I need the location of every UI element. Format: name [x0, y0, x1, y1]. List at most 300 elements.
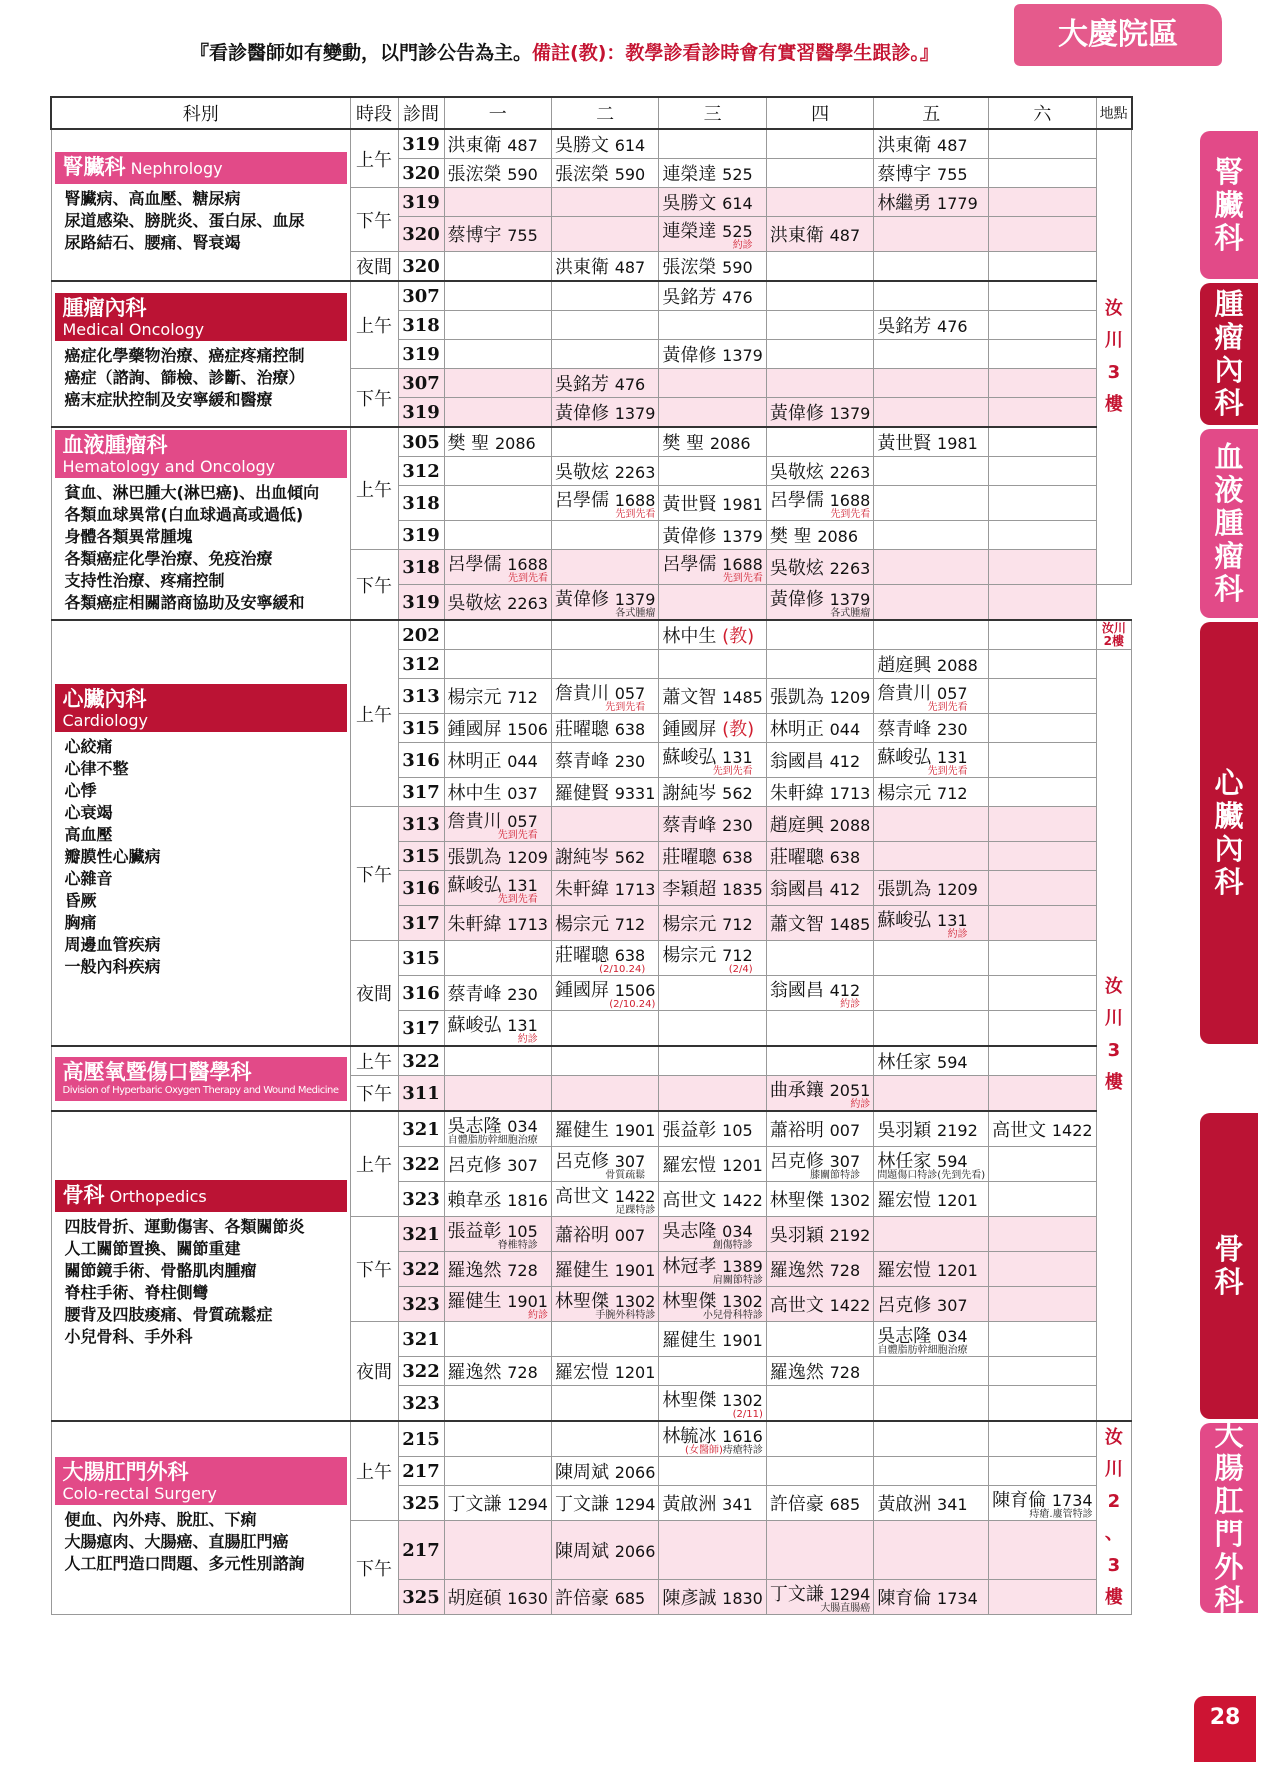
doctor-entry [662, 1490, 752, 1516]
doctor-cell [551, 807, 658, 842]
table-row [51, 1111, 1132, 1147]
doctor-name: 林中生 (教) [662, 626, 755, 647]
doctor-note: 先到先看 [712, 766, 753, 777]
doctor-code: 034 [937, 1327, 968, 1346]
doctor-cell [989, 941, 1096, 976]
room-cell: 322 [398, 1357, 444, 1386]
doctor-cell [551, 1486, 658, 1521]
doctor-entry [992, 1486, 1092, 1520]
doctor-cell [989, 521, 1096, 550]
doctor-name: 莊曜聰 638 [554, 945, 646, 966]
doctor-code: 1201 [722, 1156, 763, 1175]
doctor-name: 張凱為 1209 [769, 687, 871, 708]
doctor-code: 341 [722, 1495, 753, 1514]
description-line: 各類癌症化學治療、免疫治療 [64, 548, 273, 568]
doctor-code: 1713 [829, 784, 871, 803]
doctor-name: 陳育倫 1734 [877, 1588, 978, 1609]
doctor-cell [874, 620, 989, 650]
side-tab-char: 腸 [1214, 1450, 1244, 1485]
doctor-cell [444, 906, 551, 941]
doctor-entry [877, 1048, 967, 1074]
doctor-cell [989, 1287, 1096, 1322]
description-line: 人工關節置換、關節重建 [64, 1239, 241, 1258]
doctor-entry [448, 715, 548, 741]
doctor-code: 1422 [1051, 1121, 1093, 1140]
doctor-name: 丁文謙 1294 [554, 1494, 656, 1515]
doctor-name: 朱軒緯 1713 [554, 879, 656, 900]
doctor-cell [659, 743, 766, 778]
doctor-entry [662, 875, 762, 901]
doctor-cell [444, 807, 551, 842]
doctor-cell [874, 1457, 989, 1486]
doctor-cell [551, 457, 658, 486]
room-cell: 325 [398, 1486, 444, 1521]
doctor-entry [555, 1256, 655, 1282]
doctor-name: 羅宏愷 1201 [662, 1155, 763, 1176]
doctor-cell [444, 217, 551, 252]
doctor-name: 詹貴川 057 [554, 683, 646, 704]
doctor-code: 728 [829, 1363, 861, 1382]
room-cell: 321 [398, 1111, 444, 1147]
doctor-code: 614 [722, 194, 753, 213]
doctor-cell [551, 679, 658, 714]
doctor-cell [766, 620, 873, 650]
doctor-entry [555, 1490, 655, 1516]
description-line: 腰背及四肢痠痛、骨質疏鬆症 [64, 1305, 273, 1324]
doctor-cell [659, 1046, 766, 1076]
header-cell: 四 [766, 97, 873, 129]
doctor-name: 呂克修 307 [554, 1151, 646, 1172]
doctor-cell [659, 281, 766, 311]
doctor-entry [555, 253, 645, 279]
doctor-cell [444, 1147, 551, 1182]
doctor-cell [766, 188, 873, 217]
doctor-cell [659, 650, 766, 679]
doctor-note: 骨質疏鬆 [605, 1170, 646, 1181]
doctor-code: 2066 [614, 1542, 656, 1561]
shift-cell: 夜間 [350, 1322, 398, 1422]
doctor-note: (2/4) [728, 964, 753, 975]
doctor-note: 約診 [947, 929, 968, 940]
doctor-entry [448, 1287, 548, 1321]
doctor-code: 1616 [722, 1427, 763, 1446]
doctor-code: 1506 [507, 720, 548, 739]
side-tab [1200, 1417, 1258, 1617]
department-name: 大腸肛門外科 [62, 1460, 189, 1484]
doctor-code: 1734 [937, 1589, 978, 1608]
doctor-name: 蔡青峰 230 [447, 984, 538, 1005]
doctor-entry [877, 189, 977, 215]
room-cell: 317 [398, 1011, 444, 1047]
doctor-entry [555, 1358, 655, 1384]
doctor-cell [766, 1580, 873, 1615]
doctor-cell [989, 159, 1096, 188]
doctor-entry [555, 486, 655, 520]
doctor-entry [448, 683, 538, 709]
doctor-cell [659, 398, 766, 428]
doctor-code: 1835 [722, 880, 763, 899]
doctor-cell [551, 650, 658, 679]
doctor-cell [766, 369, 873, 398]
doctor-entry [448, 1186, 548, 1212]
doctor-entry [770, 875, 860, 901]
doctor-note: 膝關節特診 [810, 1170, 861, 1181]
doctor-entry [877, 779, 967, 805]
doctor-entry [448, 1358, 538, 1384]
doctor-name: 吳羽穎 2192 [877, 1120, 978, 1141]
doctor-code: 1294 [829, 1585, 871, 1604]
location-char: 汝 [1104, 976, 1123, 997]
location-char: 汝 [1104, 1427, 1123, 1448]
department-cell [51, 1111, 350, 1421]
doctor-code: 487 [937, 136, 968, 155]
doctor-cell [551, 398, 658, 428]
doctor-cell [444, 679, 551, 714]
doctor-code: 728 [507, 1261, 538, 1280]
location-char: 樓 [1104, 1072, 1123, 1093]
doctor-cell [874, 1521, 989, 1580]
doctor-name: 蔡博宇 755 [877, 164, 968, 185]
doctor-cell [444, 427, 551, 457]
doctor-cell [444, 1486, 551, 1521]
doctor-cell [874, 743, 989, 778]
room-cell: 307 [398, 369, 444, 398]
doctor-name: 陳周斌 2066 [554, 1541, 656, 1562]
doctor-entry [770, 1186, 870, 1212]
doctor-cell [551, 311, 658, 340]
side-tab-char: 內 [1214, 832, 1244, 866]
doctor-code: 755 [507, 226, 538, 245]
doctor-cell [659, 217, 766, 252]
doctor-cell [551, 1521, 658, 1580]
department-cell [51, 1046, 350, 1111]
doctor-cell [444, 1580, 551, 1615]
description-line: 腎臟病、高血壓、糖尿病 [64, 189, 241, 208]
doctor-code: 590 [614, 165, 646, 184]
doctor-cell [766, 1357, 873, 1386]
room-cell: 305 [398, 427, 444, 457]
doctor-entry [662, 1287, 762, 1321]
doctor-cell [874, 340, 989, 369]
doctor-cell [766, 1011, 873, 1047]
doctor-code: 1389 [722, 1257, 763, 1276]
side-tab [1200, 131, 1258, 279]
doctor-name: 黃偉修 1379 [554, 589, 656, 610]
doctor-code: 007 [614, 1226, 646, 1245]
doctor-cell [659, 1580, 766, 1615]
doctor-code: 1779 [937, 194, 978, 213]
doctor-code: 1302 [829, 1191, 871, 1210]
doctor-name: 林任家 594 [877, 1052, 968, 1073]
doctor-cell [444, 1076, 551, 1112]
doctor-cell [989, 1252, 1096, 1287]
doctor-name: 蘇峻弘 131 [447, 1015, 538, 1036]
doctor-code: 1379 [829, 590, 871, 609]
doctor-entry [448, 843, 548, 869]
description-line: 心雜音 [64, 869, 113, 888]
doctor-code: 2086 [817, 527, 859, 546]
doctor-name: 黃啟洲 341 [877, 1494, 968, 1515]
doctor-name: 蘇峻弘 131 [447, 875, 538, 896]
doctor-entry [448, 589, 548, 615]
description-line: 心悸 [64, 781, 97, 800]
doctor-entry [877, 160, 967, 186]
doctor-code: 1713 [507, 915, 548, 934]
shift-cell: 上午 [350, 620, 398, 807]
doctor-code: 614 [614, 136, 646, 155]
doctor-cell [766, 941, 873, 976]
header-cell: 時段 [350, 97, 398, 129]
doctor-cell [659, 1521, 766, 1580]
doctor-name: 吳志隆 034 [447, 1116, 538, 1137]
doctor-name: 鍾國屏 1506 [447, 719, 548, 740]
room-cell: 217 [398, 1457, 444, 1486]
side-tab-char: 瘤 [1214, 539, 1244, 573]
doctor-entry [555, 715, 645, 741]
doctor-cell [766, 398, 873, 428]
doctor-entry [555, 1584, 645, 1610]
doctor-cell [766, 1521, 873, 1580]
doctor-cell [659, 842, 766, 871]
table-row [51, 620, 1132, 650]
doctor-name: 洪東衛 487 [554, 257, 646, 278]
doctor-cell [659, 1421, 766, 1457]
side-tab [1200, 429, 1258, 618]
doctor-name: 洪東衛 487 [877, 135, 968, 156]
doctor-cell [874, 457, 989, 486]
shift-cell: 下午 [350, 550, 398, 621]
doctor-cell [444, 620, 551, 650]
room-cell: 319 [398, 129, 444, 159]
doctor-name: 蕭文智 1485 [662, 687, 763, 708]
doctor-name: 朱軒緯 1713 [769, 783, 871, 804]
doctor-cell [989, 1580, 1096, 1615]
doctor-name: 陳育倫 1734 [992, 1490, 1093, 1511]
doctor-cell [766, 340, 873, 369]
doctor-cell [989, 129, 1096, 159]
doctor-code: 1816 [507, 1191, 548, 1210]
doctor-name: 莊曜聰 638 [769, 847, 861, 868]
doctor-name: 蕭裕明 007 [554, 1225, 646, 1246]
doctor-code: 412 [829, 981, 861, 1000]
doctor-cell [659, 457, 766, 486]
room-cell: 320 [398, 217, 444, 252]
shift-cell: 上午 [350, 281, 398, 369]
doctor-entry [662, 341, 762, 367]
doctor-cell [989, 340, 1096, 369]
doctor-code: 1294 [614, 1495, 656, 1514]
shift-cell: 上午 [350, 1111, 398, 1217]
doctor-name: 呂克修 307 [769, 1151, 861, 1172]
doctor-entry [555, 976, 655, 1010]
doctor-name: 蘇峻弘 131 [877, 910, 968, 931]
doctor-code: 131 [507, 876, 538, 895]
doctor-cell [766, 1457, 873, 1486]
doctor-cell [989, 1147, 1096, 1182]
doctor-entry [555, 779, 655, 805]
doctor-cell [444, 369, 551, 398]
header-cell: 二 [551, 97, 658, 129]
doctor-cell [444, 550, 551, 585]
doctor-entry [448, 1112, 538, 1146]
doctor-code: 044 [507, 752, 538, 771]
room-cell: 316 [398, 871, 444, 906]
doctor-cell [659, 311, 766, 340]
description-line: 心律不整 [64, 759, 129, 778]
location-char: 川 [1104, 330, 1123, 351]
doctor-cell [659, 340, 766, 369]
campus-badge: 大慶院區 [1014, 4, 1222, 66]
department-name: 血液腫瘤科 [62, 432, 168, 457]
doctor-cell [874, 1011, 989, 1047]
clinic-schedule-table [50, 96, 1133, 1615]
doctor-name: 陳周斌 2066 [554, 1462, 656, 1483]
doctor-name: 羅健生 1901 [662, 1330, 763, 1351]
description-line: 各類血球異常(白血球過高或過低) [64, 504, 304, 524]
side-tab-char: 科 [1214, 1582, 1244, 1617]
side-tab-char: 科 [1214, 865, 1244, 899]
doctor-cell [659, 1386, 766, 1422]
description-line: 尿路結石、腰痛、腎衰竭 [64, 233, 241, 252]
doctor-code: 1630 [507, 1589, 548, 1608]
doctor-code: 1901 [722, 1331, 763, 1350]
doctor-code: 1901 [614, 1121, 656, 1140]
department-name-en: Cardiology [62, 711, 149, 730]
doctor-cell [551, 1182, 658, 1217]
doctor-name: 楊宗元 712 [662, 914, 753, 935]
doctor-note: 先到先看 [615, 509, 656, 520]
description-line: 周邊血管疾病 [64, 935, 161, 954]
header-cell: 三 [659, 97, 766, 129]
doctor-entry [448, 1011, 538, 1045]
doctor-note: 痔瘡.廔管特診 [1029, 1509, 1093, 1520]
doctor-note: 創傷特診 [712, 1240, 753, 1251]
doctor-cell [989, 842, 1096, 871]
doctor-cell [766, 159, 873, 188]
doctor-cell [874, 1322, 989, 1357]
description-line: 昏厥 [64, 891, 97, 910]
doctor-entry [662, 910, 752, 936]
doctor-cell [551, 129, 658, 159]
doctor-cell [989, 714, 1096, 743]
doctor-code: 1713 [614, 880, 656, 899]
location-cell [1096, 650, 1132, 1422]
doctor-name: 林聖傑 1302 [662, 1390, 763, 1411]
room-cell: 313 [398, 679, 444, 714]
doctor-entry [877, 875, 977, 901]
doctor-entry [770, 1580, 870, 1614]
room-cell: 321 [398, 1322, 444, 1357]
doctor-cell [766, 714, 873, 743]
table-row [51, 1046, 1132, 1076]
doctor-entry [662, 1116, 752, 1142]
doctor-name: 陳彥誠 1830 [662, 1588, 763, 1609]
doctor-entry [877, 429, 977, 455]
doctor-code: 131 [937, 911, 968, 930]
shift-cell: 下午 [350, 807, 398, 941]
doctor-cell [444, 486, 551, 521]
doctor-entry [770, 910, 870, 936]
doctor-cell [444, 340, 551, 369]
doctor-name: 吳勝文 614 [662, 193, 753, 214]
doctor-code: 057 [507, 812, 538, 831]
doctor-name: 丁文謙 1294 [769, 1584, 871, 1605]
doctor-entry [770, 1221, 870, 1247]
doctor-name: 黃偉修 1379 [769, 403, 871, 424]
doctor-code: 1422 [722, 1191, 763, 1210]
doctor-name: 洪東衛 487 [447, 135, 538, 156]
doctor-name: 趙庭興 2088 [769, 815, 871, 836]
doctor-name: 許倍豪 685 [554, 1588, 646, 1609]
doctor-name: 蔡青峰 230 [662, 815, 753, 836]
room-cell: 202 [398, 620, 444, 650]
doctor-code: 2086 [709, 434, 751, 453]
doctor-name: 趙庭興 2088 [877, 655, 978, 676]
shift-cell: 下午 [350, 1076, 398, 1112]
side-tab-char: 骨 [1214, 1232, 1244, 1266]
doctor-entry [877, 1186, 977, 1212]
doctor-entry [770, 1147, 860, 1181]
doctor-name: 樊 聖 2086 [447, 433, 536, 454]
department-name-en: Orthopedics [104, 1187, 207, 1206]
doctor-entry [662, 429, 750, 455]
doctor-cell [551, 906, 658, 941]
doctor-cell [874, 1182, 989, 1217]
doctor-cell [551, 1580, 658, 1615]
location-char: 3 [1107, 1040, 1121, 1061]
doctor-cell [766, 1287, 873, 1322]
doctor-entry [555, 131, 645, 157]
doctor-entry [662, 1252, 762, 1286]
side-tab-char: 科 [1214, 220, 1244, 255]
doctor-cell [989, 252, 1096, 282]
doctor-code: 1379 [722, 346, 763, 365]
teaching-tag: (教) [722, 626, 755, 647]
doctor-cell [989, 1046, 1096, 1076]
doctor-code: 685 [829, 1495, 861, 1514]
doctor-cell [766, 486, 873, 521]
doctor-cell [766, 1486, 873, 1521]
doctor-cell [766, 217, 873, 252]
doctor-name: 吳羽穎 2192 [769, 1225, 871, 1246]
table-row [51, 129, 1132, 159]
doctor-code: 2263 [507, 594, 548, 613]
doctor-cell [659, 1011, 766, 1047]
description-line: 尿道感染、膀胱炎、蛋白尿、血尿 [64, 211, 305, 230]
room-cell: 307 [398, 281, 444, 311]
room-cell: 325 [398, 1580, 444, 1615]
header-cell: 六 [989, 97, 1096, 129]
room-cell: 315 [398, 941, 444, 976]
doctor-cell [659, 1111, 766, 1147]
doctor-cell [989, 807, 1096, 842]
doctor-entry [662, 715, 754, 741]
page-number: 28 [1194, 1696, 1256, 1762]
room-cell: 323 [398, 1287, 444, 1322]
doctor-note: (2/10.24) [599, 964, 646, 975]
doctor-cell [874, 1421, 989, 1457]
department-name: 心臟內科 [62, 687, 147, 711]
doctor-entry [662, 1326, 762, 1352]
location-char: 川 [1104, 1008, 1123, 1029]
doctor-code: 2088 [937, 656, 978, 675]
doctor-code: 476 [937, 317, 968, 336]
doctor-name: 張凱為 1209 [447, 847, 548, 868]
doctor-entry [555, 1458, 655, 1484]
doctor-entry [448, 131, 538, 157]
doctor-cell [989, 871, 1096, 906]
doctor-cell [444, 1421, 551, 1457]
